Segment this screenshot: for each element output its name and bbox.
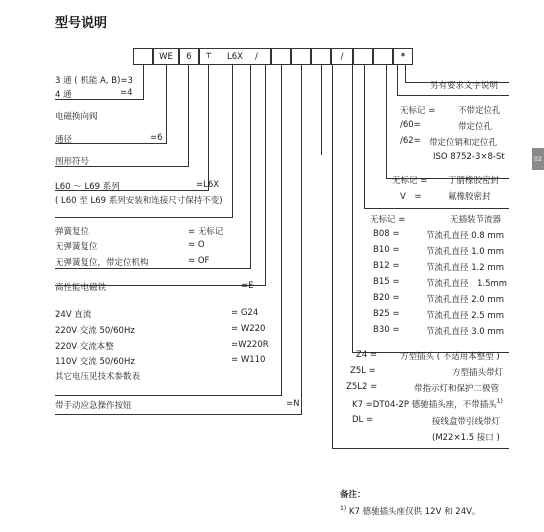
no-spring-val: = O	[188, 240, 205, 250]
plug5-v: 接线盒带引线带灯	[432, 417, 501, 427]
pos1-v: 不带定位孔	[458, 106, 501, 116]
plug4	[352, 398, 503, 410]
seal2-v: 氟橡胶密封	[448, 192, 491, 202]
thr-k: B15 =	[373, 277, 400, 287]
plug4-footnote: 1)	[496, 398, 503, 406]
code-box-6b	[291, 48, 311, 65]
no-spring-detent-val: = OF	[188, 256, 210, 266]
plug5-v2: (M22×1.5 接口 )	[432, 433, 500, 443]
plug2-k: Z5L =	[350, 366, 376, 376]
seal1-k: 无标记 =	[392, 176, 428, 186]
pos1-k: 无标记 =	[400, 106, 436, 116]
plug2-v: 方型插头带灯	[452, 368, 504, 378]
series-note: ( L60 至 L69 系列安装和连接尺寸保持不变)	[55, 196, 223, 206]
plug5-k: DL =	[352, 415, 374, 425]
code-box-series: ┬ L6X /	[199, 48, 271, 65]
thr-k: B25 =	[373, 309, 400, 319]
spring-return: 弹簧复位	[55, 227, 90, 237]
hp-solenoid-val: =E	[241, 281, 254, 291]
seal2-k: V =	[400, 192, 422, 202]
ports-4-val: =4	[120, 88, 133, 98]
code-box-we: WE	[153, 48, 179, 65]
page-title: 型号说明	[55, 16, 108, 31]
size-val: =6	[150, 133, 163, 143]
v-other: 其它电压见技术参数表	[55, 372, 141, 382]
pos4: ISO 8752-3×8-St	[433, 152, 505, 162]
thr-k: B30 =	[373, 325, 400, 335]
thr-v: 节流孔直径 1.2 mm	[426, 263, 504, 273]
note-title: 备注：	[340, 490, 366, 500]
note-body: K7 德驰插头座仅供 12V 和 24V。	[348, 507, 481, 517]
pos3-v: 带定位销和定位孔	[429, 138, 498, 148]
thr-v: 节流孔直径 1.5mm	[426, 279, 508, 289]
code-box-1	[133, 48, 153, 65]
manual-override-val: =N	[286, 399, 300, 409]
plug1-v: 方型插头 ( 不适用本整型 )	[400, 352, 500, 362]
ports-4: 4 通	[55, 90, 72, 100]
pos2-k: /60=	[400, 120, 421, 130]
thr-k: B10 =	[373, 245, 400, 255]
no-spring-detent: 无弹簧复位，带定位机构	[55, 258, 149, 268]
ports-3: 3 通 ( 机能 A, B)=3	[55, 76, 133, 86]
thr0-v: 无插装节流器	[450, 215, 502, 225]
thr-k: B12 =	[373, 261, 400, 271]
v-220ac-val: = W220	[231, 324, 266, 334]
series-val: =L6X	[196, 180, 220, 190]
symbol-label: 图形符号	[55, 157, 90, 167]
code-box-5	[271, 48, 291, 65]
series-label: L6X	[227, 51, 243, 62]
size-label: 通径	[55, 135, 73, 145]
pos2-v: 带定位孔	[458, 122, 493, 132]
v-24dc: 24V 直流	[55, 310, 92, 320]
manual-override: 带手动应急操作按钮	[55, 401, 132, 411]
plug1-k: Z4 =	[356, 350, 378, 360]
thr-k: B08 =	[373, 229, 400, 239]
v-110ac-val: = W110	[231, 355, 266, 365]
note-footnote: 1)	[340, 505, 347, 513]
thr-v: 节流孔直径 2.5 mm	[426, 311, 504, 321]
code-box-10	[373, 48, 393, 65]
thr-v: 节流孔直径 2.0 mm	[426, 295, 504, 305]
code-box-6: 6	[179, 48, 199, 65]
hp-solenoid: 高性能电磁铁	[55, 283, 107, 293]
spring-return-val: = 无标记	[188, 227, 224, 237]
pos3-k: /62=	[400, 136, 421, 146]
plug4-text: K7 =DT04-2P 德驰插头座，不带插头	[352, 400, 497, 410]
thr0-k: 无标记 =	[370, 215, 406, 225]
code-box-8: /	[331, 48, 353, 65]
thr-v: 节流孔直径 1.0 mm	[426, 247, 504, 257]
v-110ac: 110V 交流 50/60Hz	[55, 357, 135, 367]
thr-k: B20 =	[373, 293, 400, 303]
code-box-9	[353, 48, 373, 65]
plug3-v: 带指示灯和保护二极管	[414, 384, 500, 394]
no-spring: 无弹簧复位	[55, 242, 98, 252]
v-24dc-val: = G24	[231, 308, 259, 318]
plug3-k: Z5L2 =	[346, 382, 378, 392]
valve-type: 电磁换向阀	[55, 112, 98, 122]
v-220r: 220V 交流本整	[55, 342, 114, 352]
series-label: L60 ～ L69 系列	[55, 182, 120, 192]
extra-req: 另有要求文字说明	[430, 81, 499, 91]
page-tab: 02	[532, 148, 544, 170]
thr-v: 节流孔直径 3.0 mm	[426, 327, 504, 337]
code-box-7	[311, 48, 331, 65]
thr-v: 节流孔直径 0.8 mm	[426, 231, 504, 241]
v-220ac: 220V 交流 50/60Hz	[55, 326, 135, 336]
note-text	[340, 505, 480, 517]
code-box-star: *	[393, 48, 413, 65]
v-220r-val: =W220R	[231, 340, 269, 350]
seal1-v: 丁腈橡胶密封	[448, 176, 500, 186]
